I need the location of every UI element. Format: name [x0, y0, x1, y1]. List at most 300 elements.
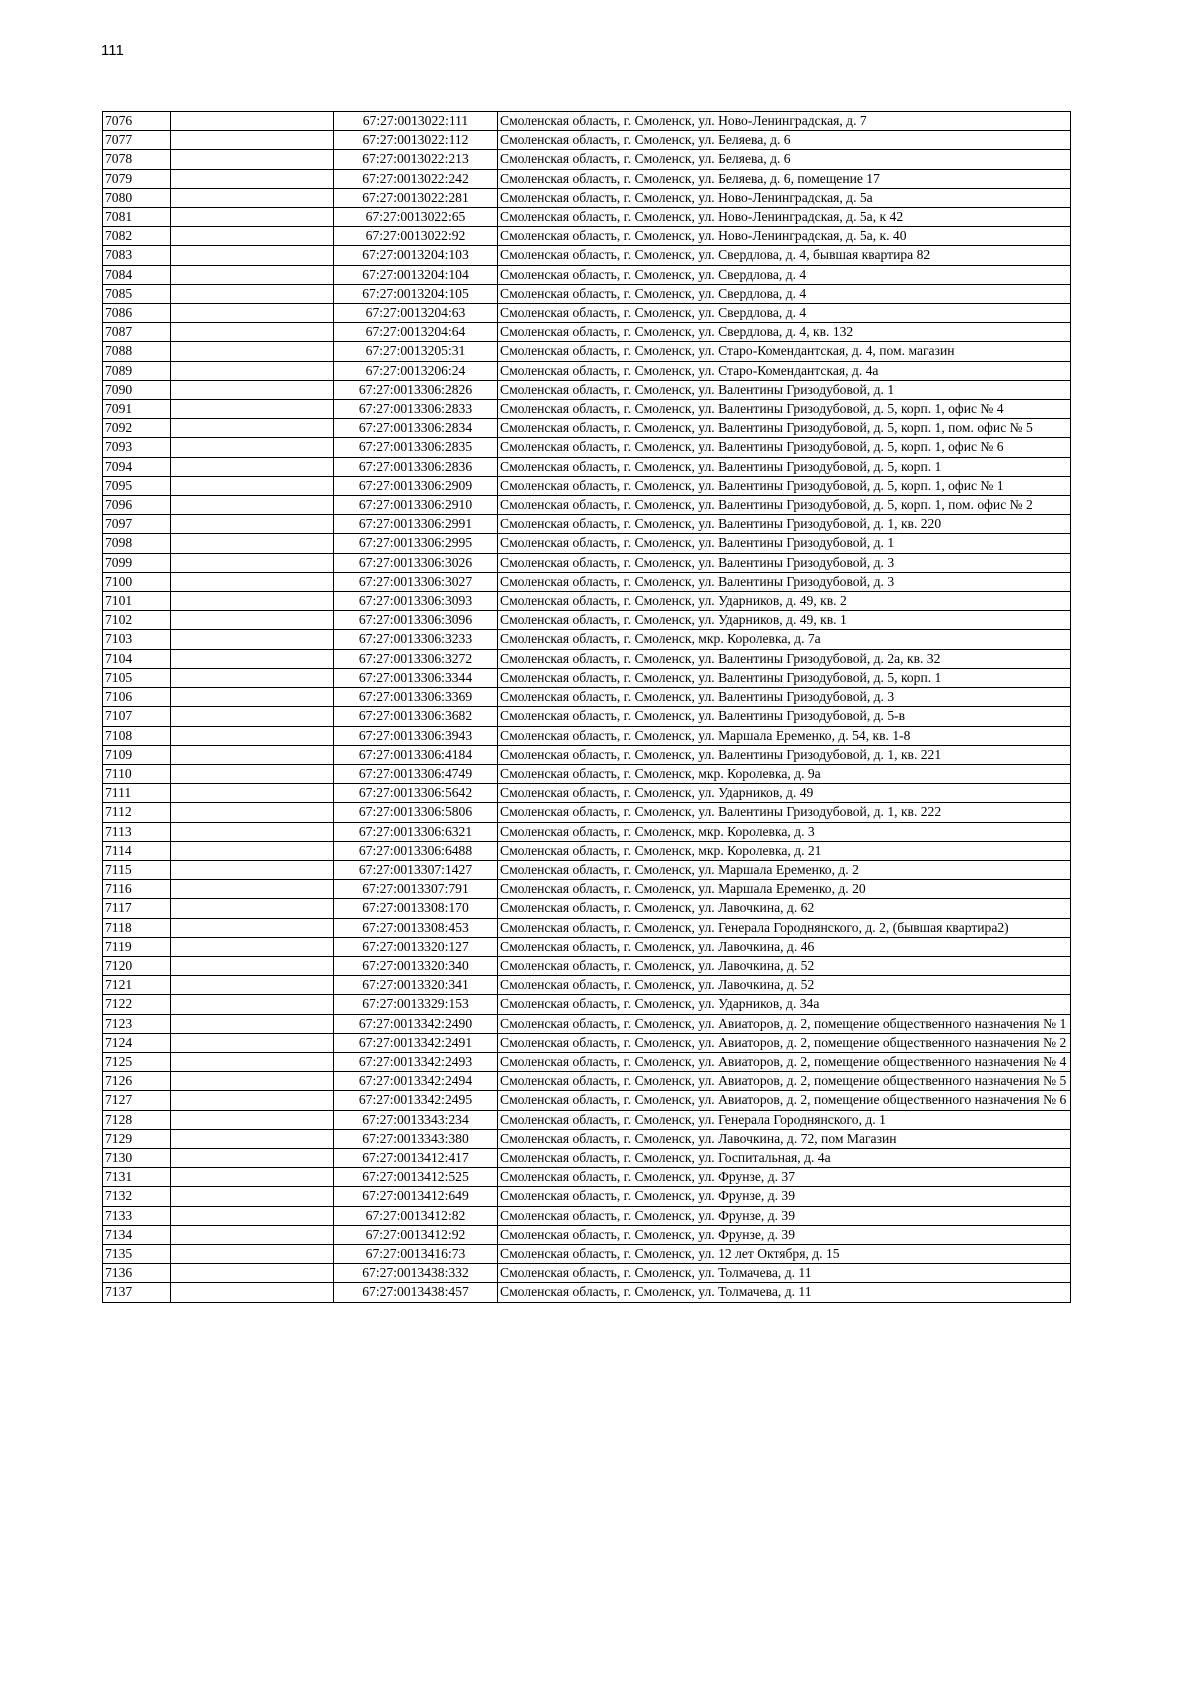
address-cell: Смоленская область, г. Смоленск, ул. Свердлова, д. 4 — [498, 304, 1071, 323]
address-cell: Смоленская область, г. Смоленск, мкр. Королевка, д. 9а — [498, 764, 1071, 783]
row-number-cell: 7109 — [103, 745, 171, 764]
table-row — [103, 899, 1071, 918]
cadastral-number-cell: 67:27:0013306:2995 — [334, 534, 498, 553]
empty-cell — [171, 822, 334, 841]
address-cell: Смоленская область, г. Смоленск, ул. Генерала Городнянского, д. 1 — [498, 1110, 1071, 1129]
table-row — [103, 380, 1071, 399]
row-number-cell: 7115 — [103, 860, 171, 879]
address-cell: Смоленская область, г. Смоленск, ул. Валентины Гризодубовой, д. 5, корп. 1, офис № 4 — [498, 400, 1071, 419]
row-number-cell: 7129 — [103, 1129, 171, 1148]
cadastral-number-cell: 67:27:0013306:3027 — [334, 572, 498, 591]
empty-cell — [171, 419, 334, 438]
empty-cell — [171, 745, 334, 764]
empty-cell — [171, 1072, 334, 1091]
row-number-cell: 7093 — [103, 438, 171, 457]
empty-cell — [171, 707, 334, 726]
row-number-cell: 7097 — [103, 515, 171, 534]
cadastral-number-cell: 67:27:0013329:153 — [334, 995, 498, 1014]
table-row — [103, 822, 1071, 841]
table-row — [103, 860, 1071, 879]
cadastral-number-cell: 67:27:0013306:3682 — [334, 707, 498, 726]
address-cell: Смоленская область, г. Смоленск, ул. Валентины Гризодубовой, д. 3 — [498, 553, 1071, 572]
cadastral-number-cell: 67:27:0013204:105 — [334, 284, 498, 303]
address-cell: Смоленская область, г. Смоленск, ул. Генерала Городнянского, д. 2, (бывшая квартира2) — [498, 918, 1071, 937]
empty-cell — [171, 592, 334, 611]
address-cell: Смоленская область, г. Смоленск, мкр. Королевка, д. 21 — [498, 841, 1071, 860]
empty-cell — [171, 668, 334, 687]
address-cell: Смоленская область, г. Смоленск, ул. Ударников, д. 49, кв. 1 — [498, 611, 1071, 630]
row-number-cell: 7111 — [103, 784, 171, 803]
cadastral-number-cell: 67:27:0013343:234 — [334, 1110, 498, 1129]
address-cell: Смоленская область, г. Смоленск, ул. Ударников, д. 34а — [498, 995, 1071, 1014]
table-row — [103, 784, 1071, 803]
table-row — [103, 688, 1071, 707]
table-row — [103, 112, 1071, 131]
empty-cell — [171, 284, 334, 303]
cadastral-number-cell: 67:27:0013306:2909 — [334, 476, 498, 495]
cadastral-number-cell: 67:27:0013342:2494 — [334, 1072, 498, 1091]
row-number-cell: 7126 — [103, 1072, 171, 1091]
table-row — [103, 841, 1071, 860]
table-row — [103, 745, 1071, 764]
cadastral-number-cell: 67:27:0013306:3093 — [334, 592, 498, 611]
empty-cell — [171, 726, 334, 745]
cadastral-number-cell: 67:27:0013308:170 — [334, 899, 498, 918]
address-cell: Смоленская область, г. Смоленск, ул. Свердлова, д. 4, кв. 132 — [498, 323, 1071, 342]
cadastral-number-cell: 67:27:0013306:3369 — [334, 688, 498, 707]
empty-cell — [171, 380, 334, 399]
address-cell: Смоленская область, г. Смоленск, ул. 12 лет Октября, д. 15 — [498, 1244, 1071, 1263]
row-number-cell: 7077 — [103, 131, 171, 150]
address-cell: Смоленская область, г. Смоленск, ул. Свердлова, д. 4 — [498, 265, 1071, 284]
table-row — [103, 208, 1071, 227]
empty-cell — [171, 169, 334, 188]
empty-cell — [171, 1264, 334, 1283]
empty-cell — [171, 803, 334, 822]
cadastral-number-cell: 67:27:0013306:5642 — [334, 784, 498, 803]
page-number: 111 — [101, 42, 124, 59]
row-number-cell: 7117 — [103, 899, 171, 918]
row-number-cell: 7091 — [103, 400, 171, 419]
table-row — [103, 1168, 1071, 1187]
row-number-cell: 7136 — [103, 1264, 171, 1283]
cadastral-number-cell: 67:27:0013306:2910 — [334, 496, 498, 515]
cadastral-number-cell: 67:27:0013416:73 — [334, 1244, 498, 1263]
cadastral-number-cell: 67:27:0013342:2490 — [334, 1014, 498, 1033]
table-row — [103, 956, 1071, 975]
row-number-cell: 7127 — [103, 1091, 171, 1110]
empty-cell — [171, 265, 334, 284]
empty-cell — [171, 515, 334, 534]
row-number-cell: 7098 — [103, 534, 171, 553]
row-number-cell: 7088 — [103, 342, 171, 361]
address-cell: Смоленская область, г. Смоленск, ул. Госпитальная, д. 4а — [498, 1148, 1071, 1167]
address-cell: Смоленская область, г. Смоленск, ул. Валентины Гризодубовой, д. 2а, кв. 32 — [498, 649, 1071, 668]
cadastral-number-cell: 67:27:0013306:2836 — [334, 457, 498, 476]
cadastral-number-cell: 67:27:0013306:3096 — [334, 611, 498, 630]
table-row — [103, 707, 1071, 726]
table-row — [103, 1225, 1071, 1244]
empty-cell — [171, 611, 334, 630]
address-cell: Смоленская область, г. Смоленск, ул. Ново-Ленинградская, д. 5а, к 42 — [498, 208, 1071, 227]
table-row — [103, 803, 1071, 822]
row-number-cell: 7137 — [103, 1283, 171, 1302]
empty-cell — [171, 361, 334, 380]
empty-cell — [171, 1168, 334, 1187]
cadastral-number-cell: 67:27:0013306:2833 — [334, 400, 498, 419]
cadastral-number-cell: 67:27:0013306:5806 — [334, 803, 498, 822]
row-number-cell: 7082 — [103, 227, 171, 246]
empty-cell — [171, 937, 334, 956]
cadastral-number-cell: 67:27:0013205:31 — [334, 342, 498, 361]
empty-cell — [171, 860, 334, 879]
row-number-cell: 7094 — [103, 457, 171, 476]
registry-table — [102, 111, 1071, 1303]
empty-cell — [171, 1244, 334, 1263]
empty-cell — [171, 630, 334, 649]
address-cell: Смоленская область, г. Смоленск, ул. Валентины Гризодубовой, д. 3 — [498, 688, 1071, 707]
empty-cell — [171, 688, 334, 707]
table-row — [103, 1072, 1071, 1091]
cadastral-number-cell: 67:27:0013306:3026 — [334, 553, 498, 572]
empty-cell — [171, 1110, 334, 1129]
table-row — [103, 1110, 1071, 1129]
table-row — [103, 572, 1071, 591]
address-cell: Смоленская область, г. Смоленск, ул. Лавочкина, д. 52 — [498, 976, 1071, 995]
address-cell: Смоленская область, г. Смоленск, ул. Валентины Гризодубовой, д. 5, корп. 1, офис № 6 — [498, 438, 1071, 457]
row-number-cell: 7123 — [103, 1014, 171, 1033]
address-cell: Смоленская область, г. Смоленск, ул. Лавочкина, д. 46 — [498, 937, 1071, 956]
cadastral-number-cell: 67:27:0013412:649 — [334, 1187, 498, 1206]
empty-cell — [171, 534, 334, 553]
empty-cell — [171, 208, 334, 227]
address-cell: Смоленская область, г. Смоленск, ул. Авиаторов, д. 2, помещение общественного назначения № 1 — [498, 1014, 1071, 1033]
address-cell: Смоленская область, г. Смоленск, ул. Фрунзе, д. 39 — [498, 1206, 1071, 1225]
address-cell: Смоленская область, г. Смоленск, ул. Валентины Гризодубовой, д. 5, корп. 1, офис № 1 — [498, 476, 1071, 495]
cadastral-number-cell: 67:27:0013412:417 — [334, 1148, 498, 1167]
address-cell: Смоленская область, г. Смоленск, ул. Беляева, д. 6 — [498, 150, 1071, 169]
address-cell: Смоленская область, г. Смоленск, ул. Свердлова, д. 4, бывшая квартира 82 — [498, 246, 1071, 265]
empty-cell — [171, 188, 334, 207]
row-number-cell: 7106 — [103, 688, 171, 707]
row-number-cell: 7104 — [103, 649, 171, 668]
cadastral-number-cell: 67:27:0013306:3943 — [334, 726, 498, 745]
empty-cell — [171, 995, 334, 1014]
cadastral-number-cell: 67:27:0013320:340 — [334, 956, 498, 975]
row-number-cell: 7080 — [103, 188, 171, 207]
row-number-cell: 7130 — [103, 1148, 171, 1167]
row-number-cell: 7087 — [103, 323, 171, 342]
row-number-cell: 7133 — [103, 1206, 171, 1225]
empty-cell — [171, 841, 334, 860]
cadastral-number-cell: 67:27:0013306:3233 — [334, 630, 498, 649]
cadastral-number-cell: 67:27:0013307:791 — [334, 880, 498, 899]
row-number-cell: 7107 — [103, 707, 171, 726]
cadastral-number-cell: 67:27:0013306:2835 — [334, 438, 498, 457]
cadastral-number-cell: 67:27:0013343:380 — [334, 1129, 498, 1148]
table-row — [103, 995, 1071, 1014]
table-row — [103, 476, 1071, 495]
row-number-cell: 7135 — [103, 1244, 171, 1263]
row-number-cell: 7090 — [103, 380, 171, 399]
address-cell: Смоленская область, г. Смоленск, ул. Авиаторов, д. 2, помещение общественного назначения № 4 — [498, 1052, 1071, 1071]
row-number-cell: 7085 — [103, 284, 171, 303]
table-row — [103, 1264, 1071, 1283]
cadastral-number-cell: 67:27:0013306:2826 — [334, 380, 498, 399]
address-cell: Смоленская область, г. Смоленск, ул. Маршала Еременко, д. 2 — [498, 860, 1071, 879]
cadastral-number-cell: 67:27:0013412:525 — [334, 1168, 498, 1187]
empty-cell — [171, 764, 334, 783]
table-row — [103, 150, 1071, 169]
empty-cell — [171, 1129, 334, 1148]
table-row — [103, 188, 1071, 207]
cadastral-number-cell: 67:27:0013306:3344 — [334, 668, 498, 687]
table-row — [103, 918, 1071, 937]
empty-cell — [171, 1148, 334, 1167]
empty-cell — [171, 342, 334, 361]
table-row — [103, 342, 1071, 361]
empty-cell — [171, 112, 334, 131]
table-row — [103, 1148, 1071, 1167]
table-row — [103, 304, 1071, 323]
empty-cell — [171, 572, 334, 591]
address-cell: Смоленская область, г. Смоленск, ул. Ново-Ленинградская, д. 5а, к. 40 — [498, 227, 1071, 246]
cadastral-number-cell: 67:27:0013022:111 — [334, 112, 498, 131]
address-cell: Смоленская область, г. Смоленск, ул. Ново-Ленинградская, д. 5а — [498, 188, 1071, 207]
cadastral-number-cell: 67:27:0013320:127 — [334, 937, 498, 956]
cadastral-number-cell: 67:27:0013204:103 — [334, 246, 498, 265]
empty-cell — [171, 880, 334, 899]
address-cell: Смоленская область, г. Смоленск, ул. Фрунзе, д. 39 — [498, 1187, 1071, 1206]
address-cell: Смоленская область, г. Смоленск, ул. Ударников, д. 49, кв. 2 — [498, 592, 1071, 611]
address-cell: Смоленская область, г. Смоленск, ул. Фрунзе, д. 37 — [498, 1168, 1071, 1187]
cadastral-number-cell: 67:27:0013306:2991 — [334, 515, 498, 534]
table-row — [103, 227, 1071, 246]
row-number-cell: 7092 — [103, 419, 171, 438]
empty-cell — [171, 649, 334, 668]
cadastral-number-cell: 67:27:0013320:341 — [334, 976, 498, 995]
table-row — [103, 284, 1071, 303]
cadastral-number-cell: 67:27:0013308:453 — [334, 918, 498, 937]
cadastral-number-cell: 67:27:0013306:6321 — [334, 822, 498, 841]
cadastral-number-cell: 67:27:0013412:82 — [334, 1206, 498, 1225]
empty-cell — [171, 323, 334, 342]
table-row — [103, 726, 1071, 745]
row-number-cell: 7124 — [103, 1033, 171, 1052]
address-cell: Смоленская область, г. Смоленск, ул. Фрунзе, д. 39 — [498, 1225, 1071, 1244]
empty-cell — [171, 1052, 334, 1071]
row-number-cell: 7112 — [103, 803, 171, 822]
row-number-cell: 7116 — [103, 880, 171, 899]
row-number-cell: 7083 — [103, 246, 171, 265]
address-cell: Смоленская область, г. Смоленск, мкр. Королевка, д. 7а — [498, 630, 1071, 649]
row-number-cell: 7102 — [103, 611, 171, 630]
row-number-cell: 7119 — [103, 937, 171, 956]
row-number-cell: 7132 — [103, 1187, 171, 1206]
empty-cell — [171, 150, 334, 169]
address-cell: Смоленская область, г. Смоленск, мкр. Королевка, д. 3 — [498, 822, 1071, 841]
row-number-cell: 7118 — [103, 918, 171, 937]
address-cell: Смоленская область, г. Смоленск, ул. Валентины Гризодубовой, д. 1, кв. 221 — [498, 745, 1071, 764]
empty-cell — [171, 899, 334, 918]
address-cell: Смоленская область, г. Смоленск, ул. Валентины Гризодубовой, д. 1 — [498, 534, 1071, 553]
row-number-cell: 7122 — [103, 995, 171, 1014]
address-cell: Смоленская область, г. Смоленск, ул. Лавочкина, д. 62 — [498, 899, 1071, 918]
cadastral-number-cell: 67:27:0013022:65 — [334, 208, 498, 227]
table-row — [103, 1283, 1071, 1302]
cadastral-number-cell: 67:27:0013306:6488 — [334, 841, 498, 860]
cadastral-number-cell: 67:27:0013022:112 — [334, 131, 498, 150]
address-cell: Смоленская область, г. Смоленск, ул. Лавочкина, д. 52 — [498, 956, 1071, 975]
cadastral-number-cell: 67:27:0013342:2491 — [334, 1033, 498, 1052]
empty-cell — [171, 976, 334, 995]
empty-cell — [171, 1283, 334, 1302]
row-number-cell: 7121 — [103, 976, 171, 995]
table-row — [103, 131, 1071, 150]
empty-cell — [171, 476, 334, 495]
table-row — [103, 976, 1071, 995]
address-cell: Смоленская область, г. Смоленск, ул. Толмачева, д. 11 — [498, 1283, 1071, 1302]
row-number-cell: 7110 — [103, 764, 171, 783]
table-row — [103, 457, 1071, 476]
address-cell: Смоленская область, г. Смоленск, ул. Беляева, д. 6 — [498, 131, 1071, 150]
row-number-cell: 7101 — [103, 592, 171, 611]
address-cell: Смоленская область, г. Смоленск, ул. Старо-Комендантская, д. 4, пом. магазин — [498, 342, 1071, 361]
empty-cell — [171, 784, 334, 803]
address-cell: Смоленская область, г. Смоленск, ул. Валентины Гризодубовой, д. 1, кв. 222 — [498, 803, 1071, 822]
cadastral-number-cell: 67:27:0013204:63 — [334, 304, 498, 323]
empty-cell — [171, 1091, 334, 1110]
table-row — [103, 649, 1071, 668]
row-number-cell: 7114 — [103, 841, 171, 860]
cadastral-number-cell: 67:27:0013412:92 — [334, 1225, 498, 1244]
table-row — [103, 169, 1071, 188]
address-cell: Смоленская область, г. Смоленск, ул. Валентины Гризодубовой, д. 5, корп. 1 — [498, 668, 1071, 687]
cadastral-number-cell: 67:27:0013342:2495 — [334, 1091, 498, 1110]
table-row — [103, 246, 1071, 265]
empty-cell — [171, 553, 334, 572]
row-number-cell: 7086 — [103, 304, 171, 323]
table-row — [103, 265, 1071, 284]
cadastral-number-cell: 67:27:0013022:242 — [334, 169, 498, 188]
table-row — [103, 611, 1071, 630]
empty-cell — [171, 918, 334, 937]
address-cell: Смоленская область, г. Смоленск, ул. Лавочкина, д. 72, пом Магазин — [498, 1129, 1071, 1148]
row-number-cell: 7131 — [103, 1168, 171, 1187]
address-cell: Смоленская область, г. Смоленск, ул. Валентины Гризодубовой, д. 5-в — [498, 707, 1071, 726]
cadastral-number-cell: 67:27:0013022:92 — [334, 227, 498, 246]
table-row — [103, 1052, 1071, 1071]
table-row — [103, 419, 1071, 438]
table-row — [103, 496, 1071, 515]
address-cell: Смоленская область, г. Смоленск, ул. Свердлова, д. 4 — [498, 284, 1071, 303]
row-number-cell: 7125 — [103, 1052, 171, 1071]
row-number-cell: 7096 — [103, 496, 171, 515]
cadastral-number-cell: 67:27:0013306:4749 — [334, 764, 498, 783]
table-row — [103, 1244, 1071, 1263]
table-row — [103, 764, 1071, 783]
table-row — [103, 880, 1071, 899]
address-cell: Смоленская область, г. Смоленск, ул. Ударников, д. 49 — [498, 784, 1071, 803]
table-row — [103, 515, 1071, 534]
empty-cell — [171, 1206, 334, 1225]
cadastral-number-cell: 67:27:0013306:3272 — [334, 649, 498, 668]
row-number-cell: 7113 — [103, 822, 171, 841]
table-row — [103, 361, 1071, 380]
address-cell: Смоленская область, г. Смоленск, ул. Авиаторов, д. 2, помещение общественного назначения № 6 — [498, 1091, 1071, 1110]
row-number-cell: 7128 — [103, 1110, 171, 1129]
registry-body — [103, 112, 1071, 1303]
row-number-cell: 7105 — [103, 668, 171, 687]
cadastral-number-cell: 67:27:0013306:2834 — [334, 419, 498, 438]
row-number-cell: 7081 — [103, 208, 171, 227]
empty-cell — [171, 227, 334, 246]
row-number-cell: 7100 — [103, 572, 171, 591]
address-cell: Смоленская область, г. Смоленск, ул. Валентины Гризодубовой, д. 5, корп. 1 — [498, 457, 1071, 476]
cadastral-number-cell: 67:27:0013307:1427 — [334, 860, 498, 879]
address-cell: Смоленская область, г. Смоленск, ул. Валентины Гризодубовой, д. 3 — [498, 572, 1071, 591]
row-number-cell: 7076 — [103, 112, 171, 131]
table-row — [103, 1129, 1071, 1148]
empty-cell — [171, 1033, 334, 1052]
row-number-cell: 7099 — [103, 553, 171, 572]
address-cell: Смоленская область, г. Смоленск, ул. Старо-Комендантская, д. 4а — [498, 361, 1071, 380]
empty-cell — [171, 131, 334, 150]
cadastral-number-cell: 67:27:0013204:64 — [334, 323, 498, 342]
table-row — [103, 630, 1071, 649]
empty-cell — [171, 304, 334, 323]
table-row — [103, 668, 1071, 687]
table-row — [103, 592, 1071, 611]
cadastral-number-cell: 67:27:0013342:2493 — [334, 1052, 498, 1071]
address-cell: Смоленская область, г. Смоленск, ул. Валентины Гризодубовой, д. 1, кв. 220 — [498, 515, 1071, 534]
empty-cell — [171, 956, 334, 975]
address-cell: Смоленская область, г. Смоленск, ул. Маршала Еременко, д. 20 — [498, 880, 1071, 899]
empty-cell — [171, 246, 334, 265]
table-row — [103, 1033, 1071, 1052]
cadastral-number-cell: 67:27:0013438:332 — [334, 1264, 498, 1283]
row-number-cell: 7103 — [103, 630, 171, 649]
row-number-cell: 7108 — [103, 726, 171, 745]
empty-cell — [171, 457, 334, 476]
empty-cell — [171, 400, 334, 419]
row-number-cell: 7079 — [103, 169, 171, 188]
address-cell: Смоленская область, г. Смоленск, ул. Ново-Ленинградская, д. 7 — [498, 112, 1071, 131]
table-row — [103, 1206, 1071, 1225]
table-row — [103, 1091, 1071, 1110]
address-cell: Смоленская область, г. Смоленск, ул. Валентины Гризодубовой, д. 5, корп. 1, пом. офис № 5 — [498, 419, 1071, 438]
empty-cell — [171, 1187, 334, 1206]
cadastral-number-cell: 67:27:0013022:213 — [334, 150, 498, 169]
address-cell: Смоленская область, г. Смоленск, ул. Авиаторов, д. 2, помещение общественного назначения № 5 — [498, 1072, 1071, 1091]
cadastral-number-cell: 67:27:0013022:281 — [334, 188, 498, 207]
table-row — [103, 1014, 1071, 1033]
empty-cell — [171, 1225, 334, 1244]
row-number-cell: 7084 — [103, 265, 171, 284]
table-row — [103, 400, 1071, 419]
cadastral-number-cell: 67:27:0013206:24 — [334, 361, 498, 380]
table-row — [103, 438, 1071, 457]
table-row — [103, 553, 1071, 572]
cadastral-number-cell: 67:27:0013306:4184 — [334, 745, 498, 764]
row-number-cell: 7095 — [103, 476, 171, 495]
address-cell: Смоленская область, г. Смоленск, ул. Валентины Гризодубовой, д. 5, корп. 1, пом. офис № 2 — [498, 496, 1071, 515]
table-row — [103, 1187, 1071, 1206]
table-row — [103, 323, 1071, 342]
address-cell: Смоленская область, г. Смоленск, ул. Авиаторов, д. 2, помещение общественного назначения № 2 — [498, 1033, 1071, 1052]
cadastral-number-cell: 67:27:0013204:104 — [334, 265, 498, 284]
table-row — [103, 937, 1071, 956]
